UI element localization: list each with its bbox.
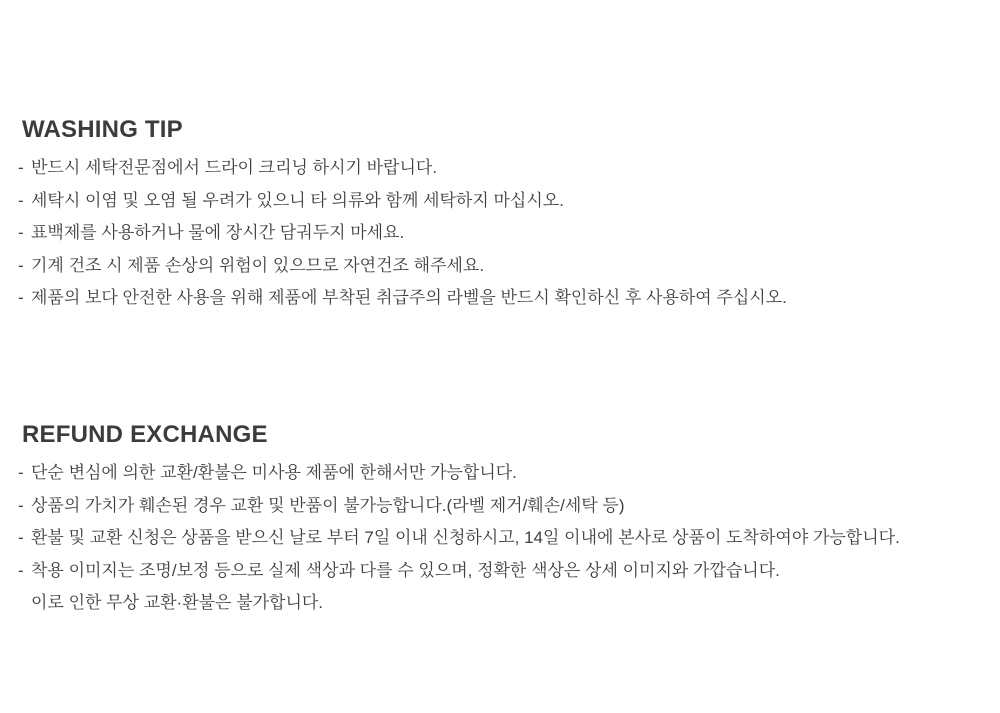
- bullet-empty: [18, 587, 31, 620]
- list-item-text: 제품의 보다 안전한 사용을 위해 제품에 부착된 취급주의 라벨을 반드시 확인하신 후 사용하여 주십시오.: [31, 288, 787, 307]
- refund-exchange-list: [18, 457, 900, 620]
- bullet-dash: -: [18, 190, 24, 210]
- list-item: [18, 152, 787, 185]
- washing-tip-heading: WASHING TIP: [22, 115, 183, 143]
- list-item: [18, 555, 900, 588]
- bullet-dash: -: [18, 528, 24, 547]
- list-item: [18, 217, 787, 250]
- list-item: [18, 250, 787, 283]
- list-item-text: 환불 및 교환 신청은 상품을 받으신 날로 부터 7일 이내 신청하시고, 14일 이내에 본사로 상품이 도착하여야 가능합니다.: [31, 528, 900, 547]
- bullet-dash: -: [18, 158, 24, 177]
- bullet-dash: -: [18, 255, 24, 275]
- list-item: [18, 185, 787, 218]
- list-item-text: 표백제를 사용하거나 물에 장시간 담궈두지 마세요.: [31, 223, 405, 242]
- bullet-dash: -: [18, 288, 24, 307]
- list-item: [18, 282, 787, 315]
- list-item-text: 이로 인한 무상 교환·환불은 불가합니다.: [31, 593, 324, 612]
- list-item-text: 반드시 세탁전문점에서 드라이 크리닝 하시기 바랍니다.: [31, 158, 438, 177]
- list-item-text: 상품의 가치가 훼손된 경우 교환 및 반품이 불가능합니다.(라벨 제거/훼손/세탁 등): [31, 495, 625, 515]
- list-item: [18, 457, 900, 490]
- bullet-dash: -: [18, 560, 24, 580]
- list-item-text: 단순 변심에 의한 교환/환불은 미사용 제품에 한해서만 가능합니다.: [31, 463, 517, 482]
- list-item: [18, 490, 900, 523]
- list-item-text: 기계 건조 시 제품 손상의 위험이 있으므로 자연건조 해주세요.: [31, 255, 485, 275]
- list-item-text: 착용 이미지는 조명/보정 등으로 실제 색상과 다를 수 있으며, 정확한 색상은 상세 이미지와 가깝습니다.: [31, 560, 780, 580]
- list-item-text: 세탁시 이염 및 오염 될 우려가 있으니 타 의류와 함께 세탁하지 마십시오.: [31, 190, 564, 210]
- list-item-continuation: [18, 587, 900, 620]
- list-item: [18, 522, 900, 555]
- washing-tip-list: [18, 152, 787, 315]
- refund-exchange-heading: REFUND EXCHANGE: [22, 420, 268, 448]
- bullet-dash: -: [18, 495, 24, 515]
- bullet-dash: -: [18, 223, 24, 242]
- bullet-dash: -: [18, 463, 24, 482]
